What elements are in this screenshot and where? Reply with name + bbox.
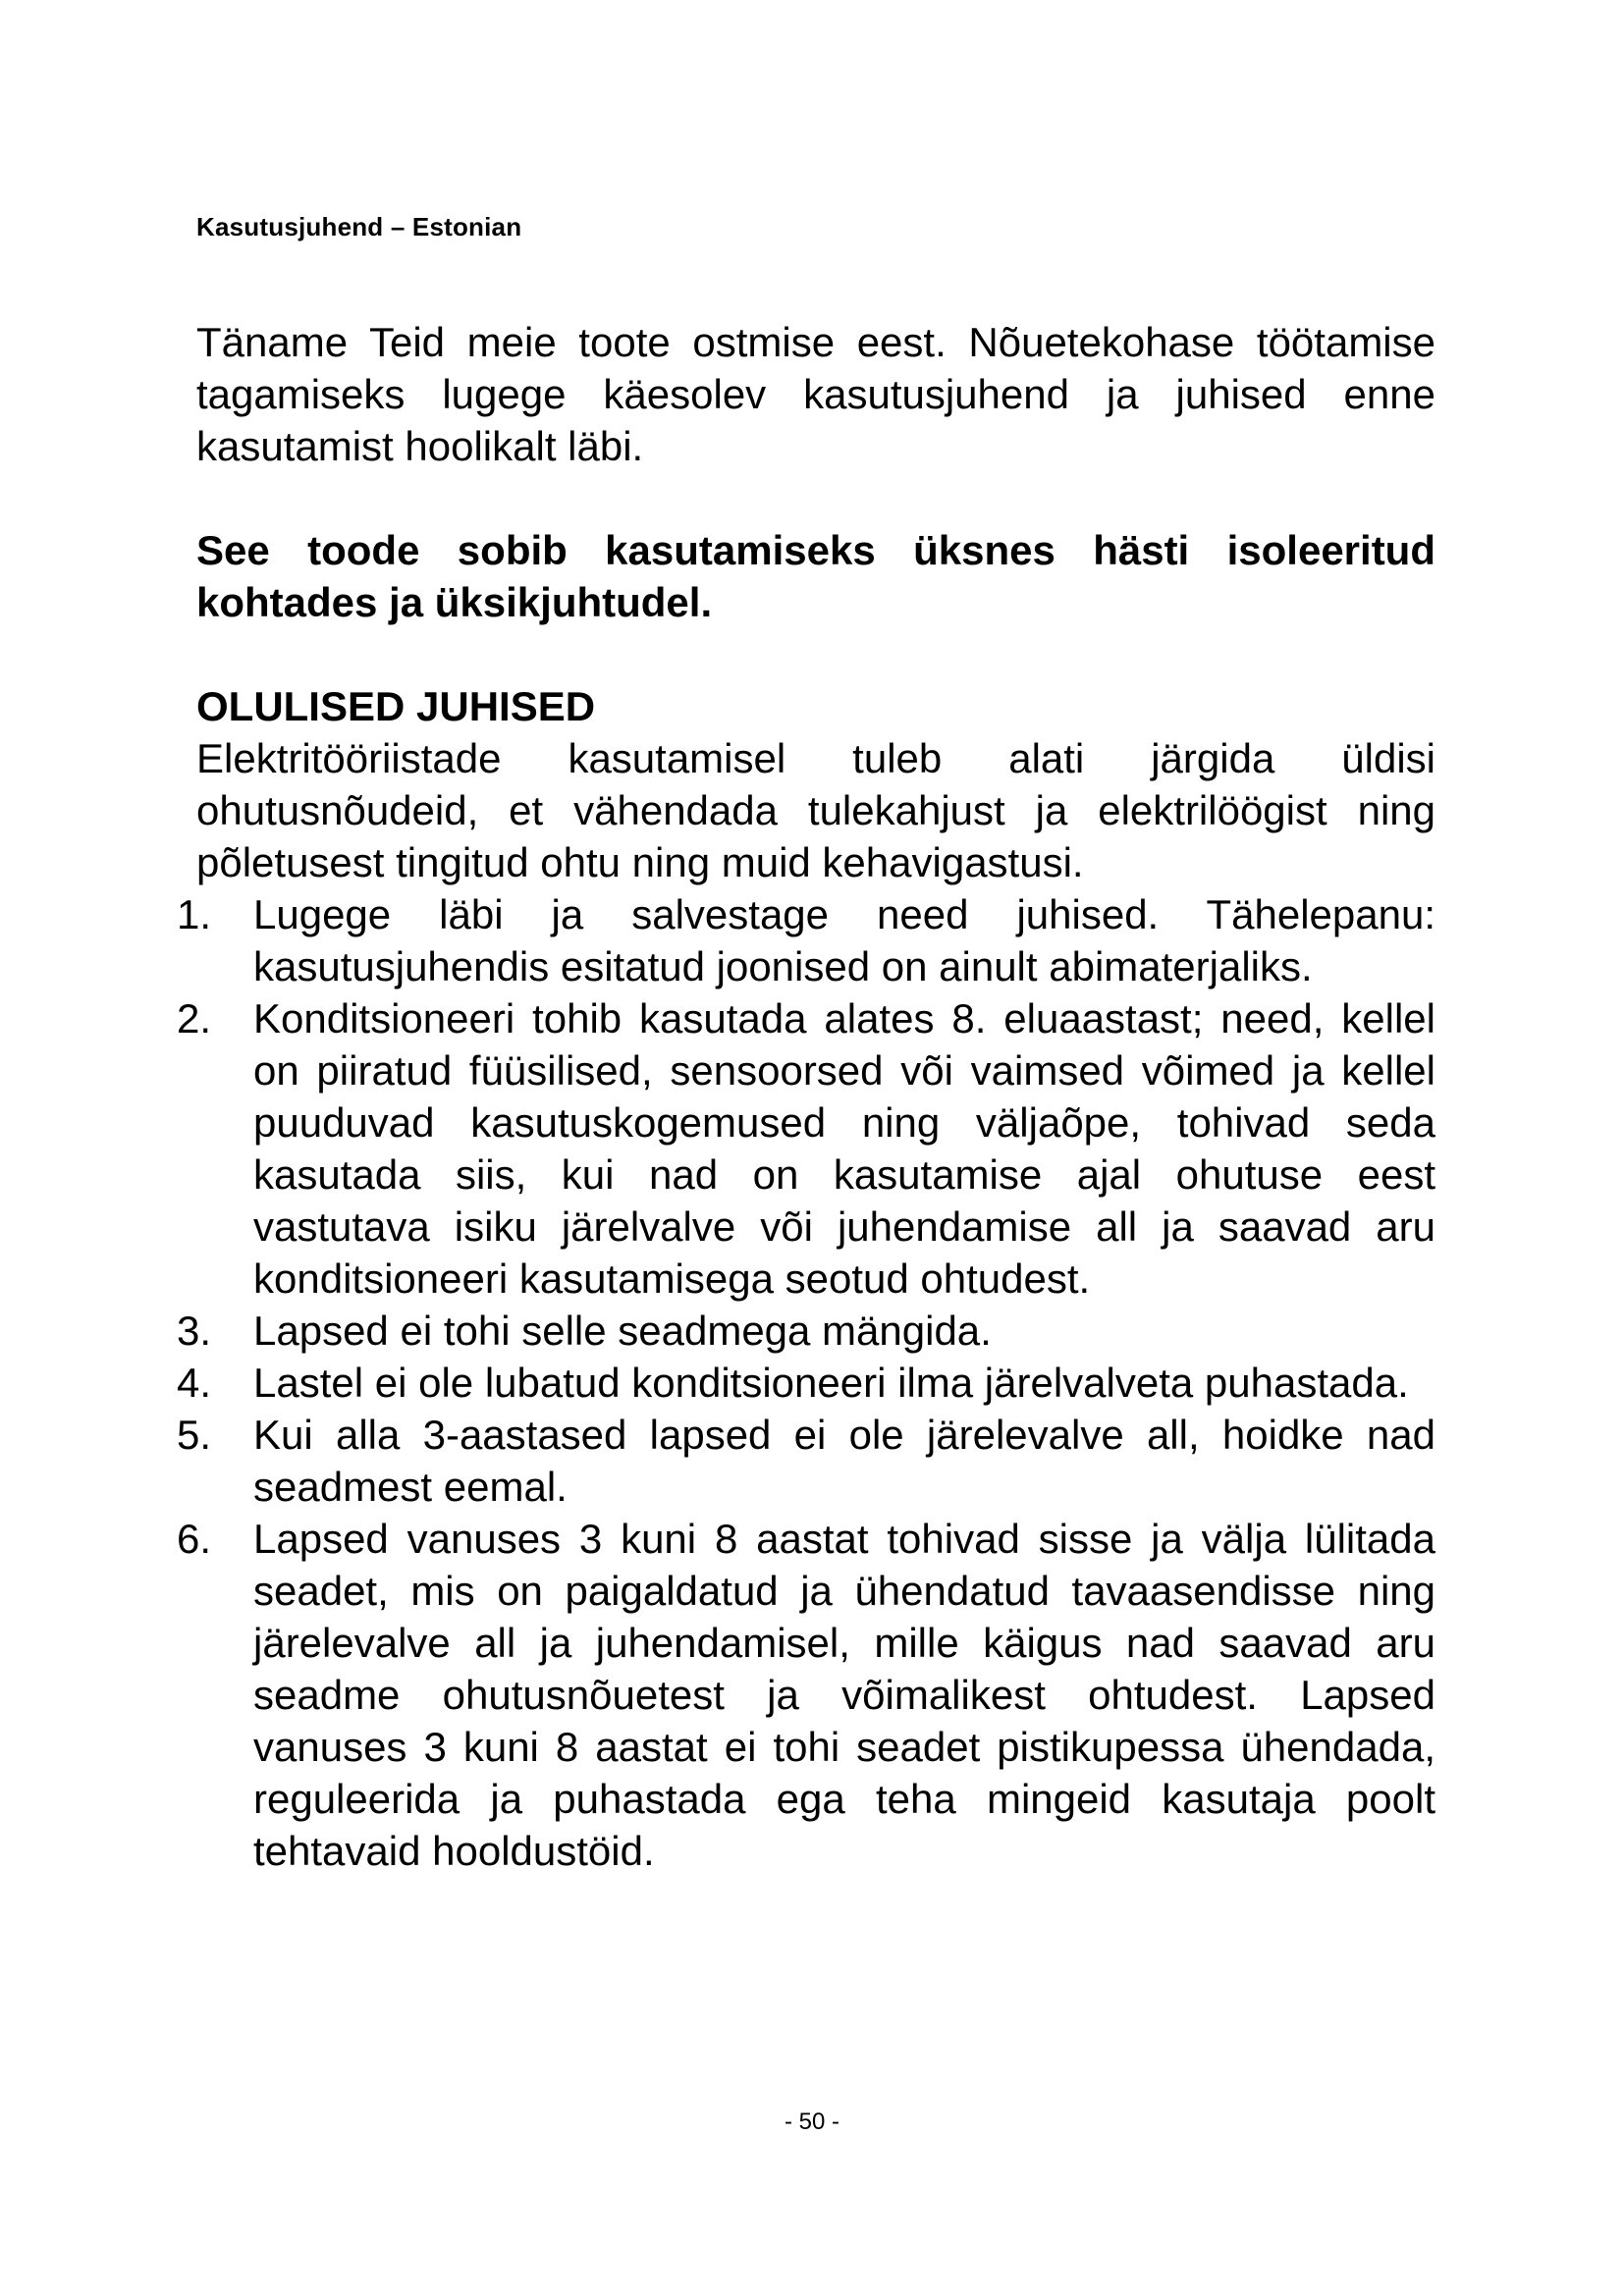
list-item xyxy=(177,992,1435,1305)
list-item-number: 5. xyxy=(177,1412,212,1458)
list-item-text: Lapsed vanuses 3 kuni 8 aastat tohivad sisse ja välja lülitada seadet, mis on paigaldatud ja ühendatud tavaasendisse ning järelevalve all ja juhendamisel, mille käigus nad saavad aru seadme ohutusnõuetest ja võimalikest ohtudest. Lapsed vanuses 3 kuni 8 aastat ei tohi seadet pistikupessa ühendada, reguleerida ja puhastada ega teha mingeid kasutaja poolt tehtavaid hooldustöid. xyxy=(253,1516,1435,1874)
intro-paragraph: Täname Teid meie toote ostmise eest. Nõuetekohase töötamise tagamiseks lugege käesolev kasutusjuhend ja juhised enne kasutamist hoolikalt läbi. xyxy=(196,319,1435,469)
list-item-text: Konditsioneeri tohib kasutada alates 8. eluaastast; need, kellel on piiratud füüsilised, sensoorsed või vaimsed võimed ja kellel puuduvad kasutuskogemused ning väljaõpe, tohivad seda kasutada siis, kui nad on kasutamise ajal ohutuse eest vastutava isiku järelvalve või juhendamise all ja saavad aru konditsioneeri kasutamisega seotud ohtudest. xyxy=(253,995,1435,1302)
list-item xyxy=(177,1305,1435,1357)
list-item-number: 6. xyxy=(177,1516,212,1562)
instruction-list xyxy=(177,888,1435,1877)
list-item xyxy=(177,888,1435,992)
list-item-number: 4. xyxy=(177,1360,212,1406)
page-number: - 50 - xyxy=(784,2109,839,2135)
list-item-text: Lastel ei ole lubatud konditsioneeri ilma järelvalveta puhastada. xyxy=(253,1360,1409,1406)
section-title: OLULISED JUHISED xyxy=(196,683,596,729)
document-body xyxy=(177,316,1435,1877)
list-item-number: 3. xyxy=(177,1308,212,1354)
list-item xyxy=(177,1357,1435,1409)
list-item-text: Kui alla 3-aastased lapsed ei ole järelevalve all, hoidke nad seadmest eemal. xyxy=(253,1412,1435,1510)
section-intro: Elektritööriistade kasutamisel tuleb alati järgida üldisi ohutusnõudeid, et vähendada tulekahjust ja elektrilöögist ning põletusest tingitud ohtu ning muid kehavigastusi. xyxy=(196,735,1435,885)
list-item xyxy=(177,1409,1435,1513)
list-item xyxy=(177,1513,1435,1877)
list-item-number: 2. xyxy=(177,995,212,1041)
bold-note: See toode sobib kasutamiseks üksnes hästi isoleeritud kohtades ja üksikjuhtudel. xyxy=(196,527,1435,625)
list-item-text: Lapsed ei tohi selle seadmega mängida. xyxy=(253,1308,992,1354)
page-header: Kasutusjuhend – Estonian xyxy=(196,212,522,241)
list-item-number: 1. xyxy=(177,891,212,937)
list-item-text: Lugege läbi ja salvestage need juhised. Tähelepanu: kasutusjuhendis esitatud joonised on ainult abimaterjaliks. xyxy=(253,891,1435,989)
